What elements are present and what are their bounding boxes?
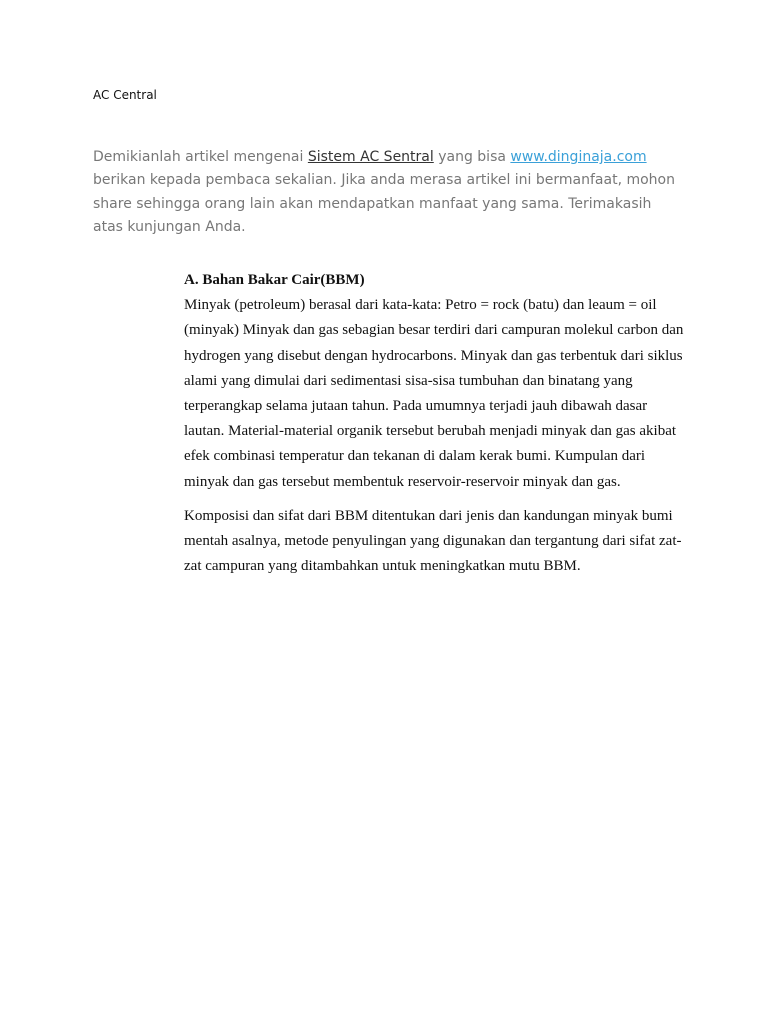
closing-text-mid: yang bisa — [433, 149, 511, 165]
section-heading: A. Bahan Bakar Cair(BBM) — [184, 272, 365, 288]
article-link[interactable]: Sistem AC Sentral — [307, 149, 434, 165]
bbm-section — [184, 268, 684, 579]
closing-paragraph — [93, 146, 683, 239]
section-paragraph-2: Komposisi dan sifat dari BBM ditentukan dari jenis dan kandungan minyak bumi mentah asalnya, metode penyulingan yang digunakan dan tergantung dari sifat zat-zat campuran yang ditambahkan untuk meningkatkan mutu BBM. — [184, 507, 682, 575]
document-title: AC Central — [93, 88, 157, 102]
closing-text-after: berikan kepada pembaca sekalian. Jika anda merasa artikel ini bermanfaat, mohon share sehingga orang lain akan mendapatkan manfaat yang sama. Terimakasih atas kunjungan Anda. — [93, 172, 675, 235]
closing-text-before-link: Demikianlah artikel mengenai — [93, 149, 308, 165]
site-link[interactable]: www.dinginaja.com — [510, 149, 647, 165]
section-paragraph-1: Minyak (petroleum) berasal dari kata-kata: Petro = rock (batu) dan leaum = oil (minyak) Minyak dan gas sebagian besar terdiri dari campuran molekul carbon dan hydrogen yang disebut dengan hydrocarbons. Minyak dan gas terbentuk dari siklus alami yang dimulai dari sedimentasi sisa-sisa tumbuhan dan binatang yang terperangkap selama jutaan tahun. Pada umumnya terjadi jauh dibawah dasar lautan. Material-material organik tersebut berubah menjadi minyak dan gas akibat efek combinasi temperatur dan tekanan di dalam kerak bumi. Kumpulan dari minyak dan gas tersebut membentuk reservoir-reservoir minyak dan gas. — [184, 297, 684, 490]
